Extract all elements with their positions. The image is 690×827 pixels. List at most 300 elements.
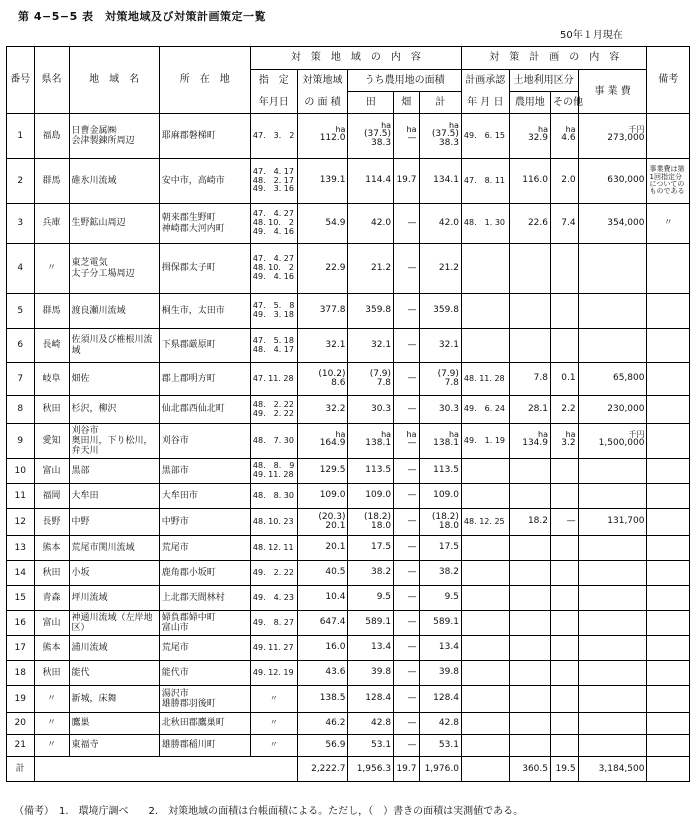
row-field xyxy=(394,159,419,204)
row-no: 16 xyxy=(7,611,35,636)
row-designation-date xyxy=(250,611,297,636)
row-location-text: 神崎郡大河内町 xyxy=(161,223,225,234)
row-subtotal xyxy=(419,114,461,159)
row-designation-text: 49. 4. 16 xyxy=(252,271,294,281)
table-row xyxy=(7,484,690,509)
total-area: 2,222.7 xyxy=(297,757,348,782)
header-area-total xyxy=(297,70,348,114)
row-remarks xyxy=(647,686,690,713)
row-paddy xyxy=(348,244,394,294)
row-area-total xyxy=(297,459,348,484)
row-pref: 長野 xyxy=(34,509,69,536)
row-location-text: 下県郡厳原町 xyxy=(161,340,216,351)
table-row xyxy=(7,661,690,686)
row-pref: 〃 xyxy=(34,244,69,294)
table-row xyxy=(7,459,690,484)
row-approval-date xyxy=(461,735,509,757)
row-area-total-value: 109.0 xyxy=(319,490,346,501)
row-subtotal-value: 21.2 xyxy=(438,262,459,273)
row-landuse-farm xyxy=(509,363,550,396)
row-designation-text: 49. 11. 28 xyxy=(252,470,294,479)
header-farm-group: うち農用地の面積 xyxy=(348,70,461,92)
row-cost-value: 630,000 xyxy=(607,175,645,186)
row-designation-text: 48. 8. 30 xyxy=(252,490,294,500)
row-designation-text: 49. 2. 22 xyxy=(252,567,294,577)
row-area-total xyxy=(297,244,348,294)
row-paddy xyxy=(348,735,394,757)
row-field-value: — xyxy=(407,667,417,678)
row-paddy-value: 32.1 xyxy=(371,339,392,350)
row-paddy xyxy=(348,713,394,735)
row-no: 19 xyxy=(7,686,35,713)
unit-label: ha xyxy=(381,120,392,130)
row-designation-date xyxy=(250,244,297,294)
row-designation-text: 48. 8. 9 xyxy=(252,461,295,471)
row-pref: 〃 xyxy=(34,713,69,735)
row-approval-date xyxy=(461,561,509,586)
row-designation-text: 47. 4. 17 xyxy=(252,166,294,176)
row-paddy-value: 53.1 xyxy=(371,739,392,750)
row-designation-text: 48. 10. 23 xyxy=(252,516,294,526)
row-field-value: — xyxy=(407,373,417,384)
row-landuse-other-value: 2.0 xyxy=(561,175,576,186)
row-area-name-text: 荒尾市関川流域 xyxy=(71,542,135,553)
row-pref: 長崎 xyxy=(34,329,69,363)
table-total-row xyxy=(7,757,690,782)
row-area-total-value: 56.9 xyxy=(325,739,346,750)
row-no: 10 xyxy=(7,459,35,484)
row-cost xyxy=(578,586,647,611)
row-location xyxy=(159,661,250,686)
row-landuse-farm xyxy=(509,636,550,661)
row-cost xyxy=(578,484,647,509)
row-location xyxy=(159,636,250,661)
row-paddy-value: 138.1 xyxy=(365,438,392,449)
row-area-name xyxy=(69,459,159,484)
row-landuse-farm xyxy=(509,329,550,363)
header-approval xyxy=(461,70,509,114)
row-designation-text: 48. 4. 17 xyxy=(252,344,294,354)
row-subtotal xyxy=(419,561,461,586)
row-landuse-farm xyxy=(509,244,550,294)
row-landuse-farm xyxy=(509,204,550,244)
row-designation-date xyxy=(250,484,297,509)
row-area-name xyxy=(69,114,159,159)
measures-table xyxy=(6,46,690,782)
row-field-value: — xyxy=(407,403,417,414)
row-field xyxy=(394,244,419,294)
row-field xyxy=(394,204,419,244)
row-designation-date xyxy=(250,586,297,611)
row-no: 6 xyxy=(7,329,35,363)
row-location xyxy=(159,329,250,363)
row-cost xyxy=(578,536,647,561)
row-field-value: — xyxy=(407,438,417,449)
row-landuse-other xyxy=(551,536,579,561)
row-designation-date xyxy=(250,636,297,661)
row-paddy-measured: (18.2) xyxy=(363,511,392,522)
row-subtotal xyxy=(419,244,461,294)
row-field-value: — xyxy=(407,217,417,228)
row-area-name xyxy=(69,329,159,363)
row-subtotal xyxy=(419,329,461,363)
header-landuse-farm: 農用地 xyxy=(509,92,550,114)
row-pref: 岐阜 xyxy=(34,363,69,396)
row-subtotal-value: 17.5 xyxy=(438,542,459,553)
row-designation-date xyxy=(250,204,297,244)
row-landuse-other xyxy=(551,509,579,536)
row-cost-value: 273,000 xyxy=(607,133,645,144)
row-landuse-farm xyxy=(509,159,550,204)
row-field-value: — xyxy=(407,567,417,578)
row-area-total xyxy=(297,636,348,661)
row-location-text: 上北郡天間林村 xyxy=(161,592,225,603)
row-field xyxy=(394,536,419,561)
row-area-total xyxy=(297,713,348,735)
table-row xyxy=(7,396,690,424)
row-location-text: 雄勝郡羽後町 xyxy=(161,699,216,709)
header-designation-bottom: 年月日 xyxy=(258,97,289,109)
unit-label: ha xyxy=(538,125,548,135)
row-remarks xyxy=(647,294,690,329)
row-field-value: 19.7 xyxy=(396,175,417,186)
row-field-value: — xyxy=(407,262,417,273)
row-field-value: — xyxy=(407,617,417,628)
row-remarks xyxy=(647,611,690,636)
row-cost xyxy=(578,363,647,396)
row-landuse-farm-value: 134.9 xyxy=(522,438,548,449)
row-designation-text: 48. 12. 11 xyxy=(252,542,294,552)
row-designation-text: 〃 xyxy=(269,718,278,728)
row-cost-value: 131,700 xyxy=(607,516,645,527)
row-area-name-text: 畑佐 xyxy=(71,373,90,384)
row-field xyxy=(394,586,419,611)
row-area-name-text: 中野 xyxy=(71,516,90,527)
row-area-total-measured: (20.3) xyxy=(318,511,346,522)
row-area-total-value: 40.5 xyxy=(325,567,346,578)
unit-label: ha xyxy=(565,125,576,135)
row-area-total xyxy=(297,396,348,424)
row-field xyxy=(394,735,419,757)
row-subtotal-value: 13.4 xyxy=(438,642,459,653)
row-paddy xyxy=(348,586,394,611)
row-landuse-other xyxy=(551,484,579,509)
row-subtotal-value: 53.1 xyxy=(438,739,459,750)
row-remarks xyxy=(647,363,690,396)
row-location-text: 安中市，高崎市 xyxy=(161,175,225,186)
row-location-text: 湯沢市 xyxy=(161,688,189,699)
row-location-text: 耶麻郡磐梯町 xyxy=(161,130,216,141)
row-approval-date xyxy=(461,329,509,363)
row-area-name xyxy=(69,561,159,586)
row-remarks xyxy=(647,329,690,363)
row-area-total-value: 32.2 xyxy=(325,403,346,414)
row-area-name-text: 刈谷市 xyxy=(71,425,99,436)
row-area-name-text: 東福寺 xyxy=(71,740,99,751)
header-area-name: 地 域 名 xyxy=(69,47,159,114)
row-location xyxy=(159,396,250,424)
row-cost xyxy=(578,329,647,363)
row-field xyxy=(394,636,419,661)
row-pref: 群馬 xyxy=(34,294,69,329)
row-landuse-farm xyxy=(509,484,550,509)
total-label: 計 xyxy=(7,757,35,782)
header-plan-group: 対 策 計 画 の 内 容 xyxy=(461,47,647,70)
row-subtotal xyxy=(419,686,461,713)
table-row xyxy=(7,159,690,204)
row-field-value: — xyxy=(407,339,417,350)
row-landuse-farm-value: 116.0 xyxy=(522,175,548,186)
row-pref: 秋田 xyxy=(34,661,69,686)
row-field-value: — xyxy=(407,542,417,553)
row-area-name xyxy=(69,713,159,735)
row-field-value: — xyxy=(407,305,417,316)
row-pref: 富山 xyxy=(34,611,69,636)
row-landuse-farm xyxy=(509,611,550,636)
row-paddy-value: 38.3 xyxy=(371,138,392,148)
row-approval-date: 48. 12. 25 xyxy=(461,509,509,536)
row-paddy-value: 128.4 xyxy=(365,693,392,704)
row-no: 9 xyxy=(7,424,35,459)
row-remarks xyxy=(647,636,690,661)
row-cost-value: 230,000 xyxy=(607,403,645,414)
row-paddy xyxy=(348,396,394,424)
row-field xyxy=(394,329,419,363)
row-subtotal xyxy=(419,396,461,424)
row-subtotal-measured: (18.2) xyxy=(431,511,459,522)
row-remarks: 事業費は第1回指定分についてのものである xyxy=(647,159,690,204)
row-cost-value: 1,500,000 xyxy=(598,438,645,449)
row-field-value: — xyxy=(407,717,417,728)
row-no: 21 xyxy=(7,735,35,757)
row-location xyxy=(159,159,250,204)
row-area-total-value: 647.4 xyxy=(319,617,346,628)
row-location xyxy=(159,424,250,459)
row-subtotal-value: 30.3 xyxy=(438,403,459,414)
row-area-total xyxy=(297,204,348,244)
row-designation-text: 49. 2. 22 xyxy=(252,408,294,418)
row-paddy-value: 359.8 xyxy=(365,305,392,316)
row-landuse-other xyxy=(551,396,579,424)
row-field-value: — xyxy=(407,490,417,501)
header-landuse-group: 土地利用区分 xyxy=(509,70,578,92)
row-area-total-measured: (10.2) xyxy=(318,368,346,379)
row-designation-text: 48. 10. 2 xyxy=(252,218,294,228)
row-designation-date xyxy=(250,509,297,536)
row-area-name xyxy=(69,424,159,459)
row-approval-date xyxy=(461,484,509,509)
row-paddy xyxy=(348,459,394,484)
row-designation-text: 49. 4. 23 xyxy=(252,592,294,602)
row-subtotal-value: 589.1 xyxy=(433,617,459,628)
row-paddy-value: 17.5 xyxy=(371,542,392,553)
row-location xyxy=(159,509,250,536)
row-area-total-value: 10.4 xyxy=(325,592,346,603)
row-paddy-value: 42.8 xyxy=(371,717,392,728)
row-designation-text: 49. 8. 27 xyxy=(252,617,294,627)
table-row xyxy=(7,204,690,244)
header-landuse-other: その他 xyxy=(551,92,579,114)
row-pref: 富山 xyxy=(34,459,69,484)
row-approval-date xyxy=(461,536,509,561)
row-landuse-farm xyxy=(509,509,550,536)
row-landuse-other xyxy=(551,159,579,204)
table-row xyxy=(7,509,690,536)
row-area-total xyxy=(297,484,348,509)
row-area-name-text: 神通川流域（左岸地区） xyxy=(71,612,153,633)
row-landuse-farm xyxy=(509,459,550,484)
row-paddy xyxy=(348,611,394,636)
row-landuse-farm xyxy=(509,114,550,159)
row-field xyxy=(394,686,419,713)
total-cost: 3,184,500 xyxy=(578,757,647,782)
row-cost-value: 65,800 xyxy=(612,373,645,384)
table-row xyxy=(7,735,690,757)
row-field xyxy=(394,509,419,536)
row-designation-date xyxy=(250,713,297,735)
row-field-value: — xyxy=(407,133,417,144)
row-paddy-value: 30.3 xyxy=(371,403,392,414)
row-area-name xyxy=(69,204,159,244)
row-landuse-farm xyxy=(509,294,550,329)
row-designation-date xyxy=(250,536,297,561)
row-designation-date xyxy=(250,686,297,713)
row-subtotal-measured: (37.5) xyxy=(431,128,459,139)
table-row xyxy=(7,686,690,713)
row-cost xyxy=(578,561,647,586)
row-area-total-value: 20.1 xyxy=(325,521,346,531)
row-area-total xyxy=(297,329,348,363)
row-pref: 熊本 xyxy=(34,636,69,661)
row-paddy xyxy=(348,636,394,661)
row-no: 13 xyxy=(7,536,35,561)
row-area-name xyxy=(69,735,159,757)
row-area-total-value: 112.0 xyxy=(319,133,346,144)
row-landuse-other xyxy=(551,735,579,757)
row-subtotal xyxy=(419,294,461,329)
row-location-text: 北秋田郡鷹巣町 xyxy=(161,718,225,729)
row-field xyxy=(394,424,419,459)
table-header xyxy=(7,47,690,114)
unit-label: ha xyxy=(406,125,417,135)
row-location-text: 鹿角郡小坂町 xyxy=(161,567,216,578)
row-area-total xyxy=(297,424,348,459)
row-paddy-measured: (37.5) xyxy=(363,128,392,139)
row-subtotal xyxy=(419,509,461,536)
row-subtotal-value: 9.5 xyxy=(444,592,459,603)
row-field-value: — xyxy=(407,693,417,704)
row-designation-text: 〃 xyxy=(269,740,278,750)
row-paddy-value: 18.0 xyxy=(371,521,392,531)
row-paddy xyxy=(348,114,394,159)
row-area-name-text: 黒部 xyxy=(71,465,90,476)
row-designation-date xyxy=(250,294,297,329)
row-approval-date xyxy=(461,636,509,661)
row-subtotal-measured: (7.9) xyxy=(437,368,459,379)
row-no: 12 xyxy=(7,509,35,536)
header-designation xyxy=(250,70,297,114)
row-remarks xyxy=(647,509,690,536)
row-paddy xyxy=(348,363,394,396)
header-area-total-top: 対策地域 xyxy=(302,74,343,86)
row-paddy-value: 7.8 xyxy=(376,378,392,388)
row-cost xyxy=(578,204,647,244)
row-approval-date: 49. 6. 24 xyxy=(461,396,509,424)
row-location-text: 郡上郡明方町 xyxy=(161,373,216,384)
row-designation-text: 47. 5. 18 xyxy=(252,335,294,345)
row-designation-text: 48. 2. 17 xyxy=(252,175,294,185)
row-pref: 秋田 xyxy=(34,561,69,586)
row-paddy xyxy=(348,424,394,459)
row-landuse-other xyxy=(551,611,579,636)
row-area-name-text: 鷹巣 xyxy=(71,718,90,729)
unit-label: 千円 xyxy=(628,430,645,440)
unit-label: ha xyxy=(335,125,346,135)
row-designation-date xyxy=(250,329,297,363)
row-paddy xyxy=(348,661,394,686)
as-of-date: 50年１月現在 xyxy=(560,30,623,41)
row-area-name-text: 日曹金属㈱ xyxy=(71,125,117,136)
row-area-name xyxy=(69,509,159,536)
table-row xyxy=(7,294,690,329)
row-location xyxy=(159,686,250,713)
row-remarks xyxy=(647,484,690,509)
row-area-name-text: 渡良瀬川流域 xyxy=(71,305,126,316)
row-field xyxy=(394,396,419,424)
row-paddy xyxy=(348,294,394,329)
row-paddy xyxy=(348,536,394,561)
row-landuse-farm-value: 18.2 xyxy=(527,516,548,527)
row-pref: 福岡 xyxy=(34,484,69,509)
row-designation-date xyxy=(250,561,297,586)
row-location-text: 荒尾市 xyxy=(161,642,189,653)
row-subtotal xyxy=(419,611,461,636)
row-designation-text: 48. 2. 22 xyxy=(252,399,294,409)
row-paddy-value: 589.1 xyxy=(365,617,392,628)
row-field xyxy=(394,459,419,484)
row-subtotal-value: 42.8 xyxy=(438,717,459,728)
row-landuse-other xyxy=(551,424,579,459)
row-subtotal xyxy=(419,735,461,757)
row-designation-text: 48. 10. 2 xyxy=(252,263,294,273)
row-landuse-other xyxy=(551,114,579,159)
row-area-name xyxy=(69,244,159,294)
row-paddy-value: 109.0 xyxy=(365,490,392,501)
table-row xyxy=(7,586,690,611)
row-landuse-other-value: 4.6 xyxy=(561,133,576,144)
row-area-name xyxy=(69,159,159,204)
row-field-value: — xyxy=(407,592,417,603)
row-approval-date: 48. 1. 30 xyxy=(461,204,509,244)
row-area-total-value: 139.1 xyxy=(319,175,346,186)
row-location xyxy=(159,586,250,611)
header-area-total-bottom: の 面 積 xyxy=(304,97,341,109)
row-paddy-measured: (7.9) xyxy=(369,368,392,379)
table-title: 第 4−5−5 表 対策地域及び対策計画策定一覧 xyxy=(18,10,267,23)
row-landuse-farm xyxy=(509,424,550,459)
row-no: 4 xyxy=(7,244,35,294)
row-landuse-other-value: — xyxy=(566,516,576,527)
row-designation-date xyxy=(250,661,297,686)
header-designation-top: 指 定 xyxy=(258,74,289,86)
row-area-name-text: 坪川流域 xyxy=(71,592,108,603)
row-paddy-value: 21.2 xyxy=(371,262,392,273)
row-area-name-text: 太子分工場周辺 xyxy=(71,268,135,279)
row-area-total xyxy=(297,735,348,757)
row-designation-text: 47. 5. 8 xyxy=(252,301,295,311)
row-location xyxy=(159,713,250,735)
row-location-text: 富山市 xyxy=(161,623,189,633)
